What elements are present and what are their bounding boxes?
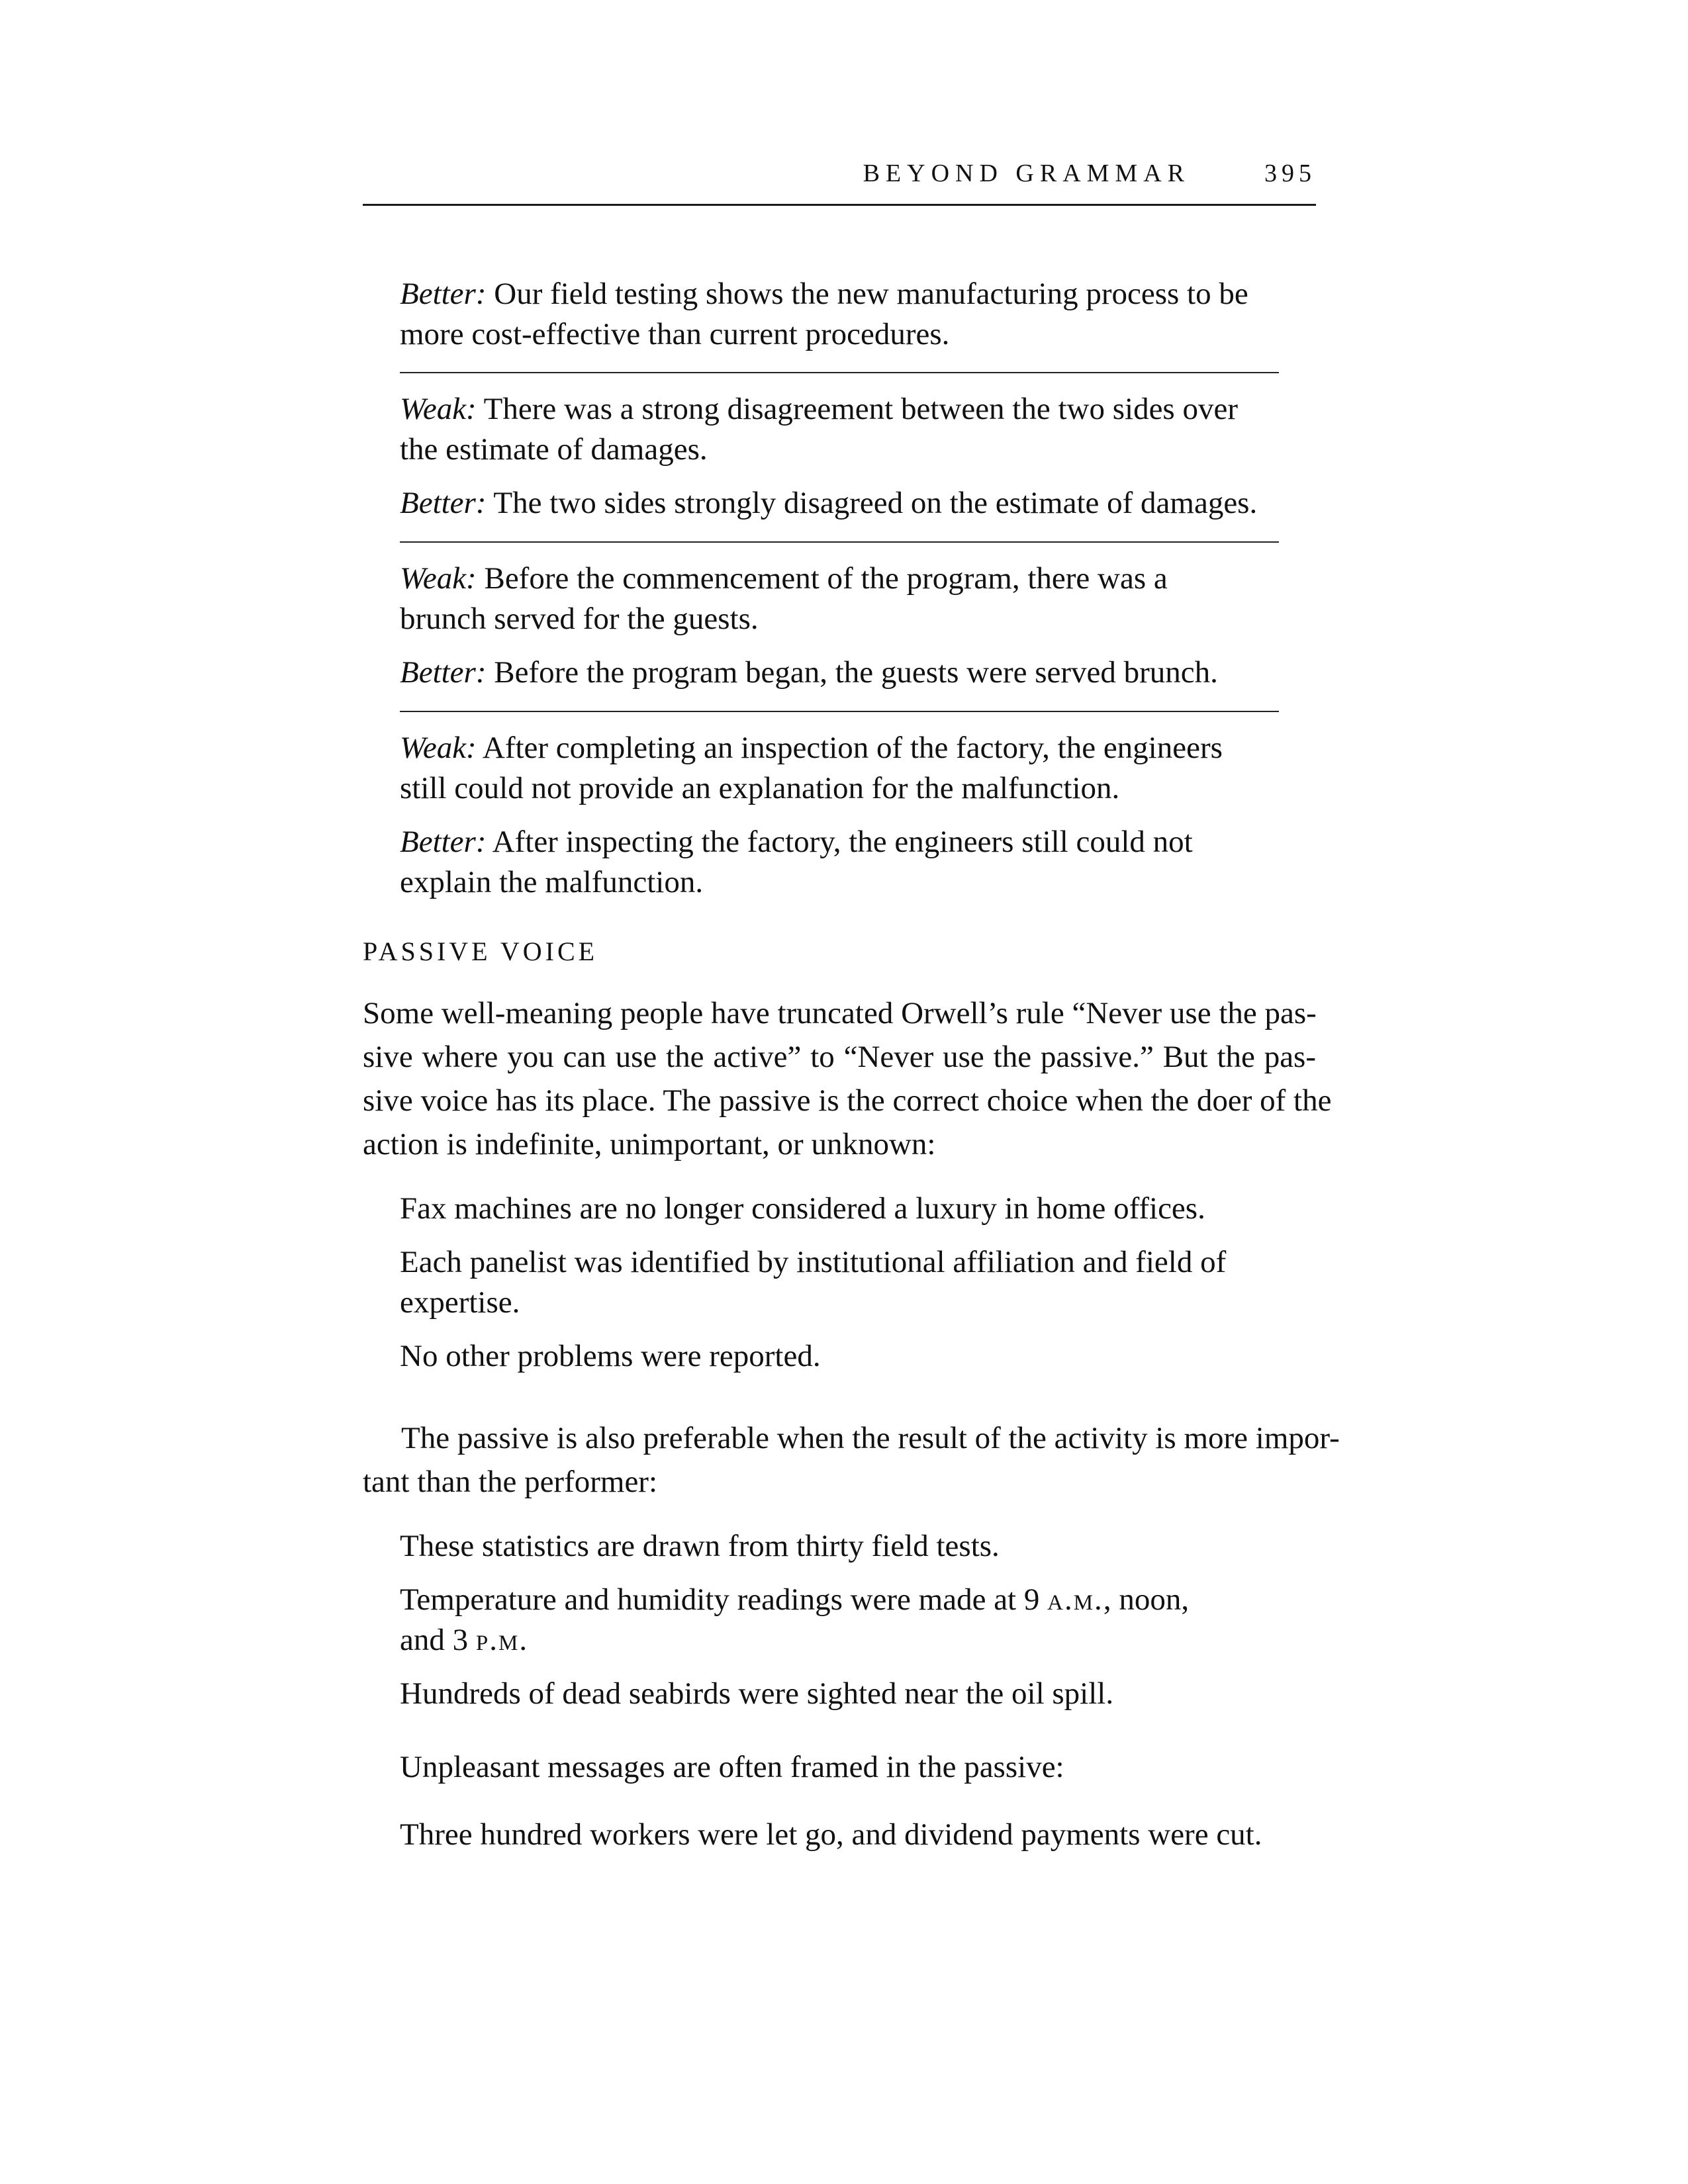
paragraph-line: sive voice has its place. The passive is the correct choice when the doer of the (363, 1083, 1332, 1118)
example-pair-3 (400, 559, 1279, 693)
example-text: , noon, (1103, 1582, 1190, 1617)
example-text: After completing an inspection of the factory, the engineers (482, 731, 1223, 765)
weak-label: Weak: (400, 561, 477, 596)
example-divider (400, 372, 1279, 373)
example-text: After inspecting the factory, the engineers still could not (492, 825, 1193, 859)
example-text: explain the malfunction. (400, 865, 704, 899)
paragraph-line: The passive is also preferable when the result of the activity is more impor- (401, 1421, 1340, 1455)
example-divider (400, 711, 1279, 712)
paragraph-line: action is indefinite, unimportant, or unknown: (363, 1127, 936, 1161)
example-text: The two sides strongly disagreed on the estimate of damages. (493, 486, 1258, 520)
example-text: brunch served for the guests. (400, 602, 759, 636)
example-text: Three hundred workers were let go, and dividend payments were cut. (400, 1817, 1262, 1852)
running-title: BEYOND GRAMMAR (863, 159, 1190, 187)
example-text: There was a strong disagreement between the two sides over (483, 392, 1238, 426)
weak-label: Weak: (400, 392, 477, 426)
body-paragraph (363, 991, 1332, 1166)
example-text: Our field testing shows the new manufacturing process to be (494, 277, 1248, 311)
example-better-1 (400, 274, 1279, 355)
time-abbrev-am: a.m. (1047, 1582, 1103, 1617)
example-text: and 3 (400, 1623, 476, 1657)
example-text: Before the program began, the guests were served brunch. (494, 655, 1218, 690)
time-abbrev-pm: p.m. (475, 1623, 529, 1657)
example-pair-2 (400, 389, 1279, 523)
better-label: Better: (400, 486, 487, 520)
paragraph-line: sive where you can use the active” to “Never use the passive.” But the pas- (363, 1040, 1316, 1074)
example-text: still could not provide an explanation for the malfunction. (400, 771, 1120, 805)
example-pair-4 (400, 728, 1279, 903)
example-text: Each panelist was identified by institutional affiliation and field of (400, 1245, 1227, 1279)
example-text: Hundreds of dead seabirds were sighted near the oil spill. (400, 1676, 1114, 1711)
example-divider (400, 541, 1279, 543)
body-paragraph: Unpleasant messages are often framed in the passive: (400, 1750, 1064, 1784)
example-text: more cost-effective than current procedures. (400, 317, 950, 351)
page-number: 395 (1264, 159, 1316, 187)
running-header (363, 156, 1316, 206)
passive-examples-1 (400, 1189, 1279, 1377)
section-heading: PASSIVE VOICE (363, 936, 598, 966)
example-text: expertise. (400, 1285, 520, 1320)
better-label: Better: (400, 655, 487, 690)
example-text: No other problems were reported. (400, 1339, 821, 1373)
paragraph-line: Some well-meaning people have truncated Orwell’s rule “Never use the pas- (363, 996, 1317, 1030)
example-text: the estimate of damages. (400, 432, 708, 467)
example-text: Fax machines are no longer considered a luxury in home offices. (400, 1191, 1205, 1226)
body-paragraph (363, 1416, 1340, 1504)
paragraph-line: tant than the performer: (363, 1465, 658, 1499)
better-label: Better: (400, 277, 487, 311)
example-text: Temperature and humidity readings were made at 9 (400, 1582, 1048, 1617)
example-text: These statistics are drawn from thirty field tests. (400, 1529, 1000, 1563)
example-text: Before the commencement of the program, there was a (484, 561, 1168, 596)
weak-label: Weak: (400, 731, 477, 765)
passive-examples-2 (400, 1526, 1279, 1714)
better-label: Better: (400, 825, 487, 859)
